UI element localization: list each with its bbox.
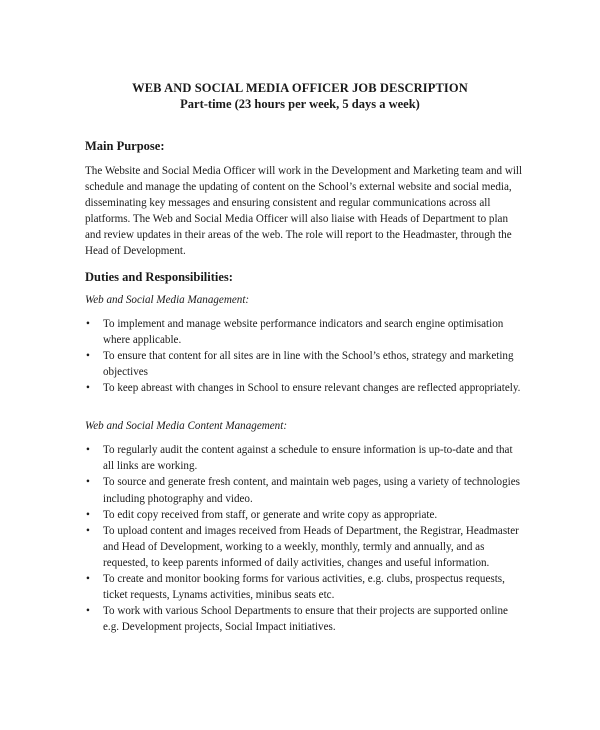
document-body xyxy=(85,138,525,635)
list-item: • To source and generate fresh content, and maintain web pages, using a variety of technologies including photography and video. xyxy=(86,476,520,505)
list-item: • To create and monitor booking forms for various activities, e.g. clubs, prospectus requests, ticket requests, Lynams activities, minibus seats etc. xyxy=(86,572,505,602)
duties-heading: Duties and Responsibilities: xyxy=(85,269,233,284)
bullet-list xyxy=(85,316,525,396)
section-heading: Web and Social Media Content Management: xyxy=(85,420,288,433)
main-purpose-text: The Website and Social Media Officer will work in the Development and Marketing team and will schedule and manage the updating of content on the School’s external website and social media, disseminating key messages and ensuring consistent and regular communications across all platforms. The Web and Social Media Officer will also liaise with Heads of Department to plan and review updates in their areas of the web. The role will report to the Headmaster, through the Head of Development. xyxy=(85,165,523,258)
list-item: • To ensure that content for all sites are in line with the School’s ethos, strategy and marketing objectives xyxy=(86,349,514,378)
list-item: • To upload content and images received from Heads of Department, the Registrar, Headmaster and Head of Development, working to a weekly, monthly, termly and annually, and as requested, to keep parents informed of daily activities, changes and useful information. xyxy=(86,524,519,569)
list-item: • To work with various School Departments to ensure that their projects are supported online e.g. Development projects, Social Impact initiatives. xyxy=(86,605,508,634)
bullet-icon: • xyxy=(86,382,90,395)
list-item: • To implement and manage website performance indicators and search engine optimisation where applicable. xyxy=(86,317,504,346)
list-item: • To edit copy received from staff, or generate and write copy as appropriate. xyxy=(85,507,525,523)
list-item: • To regularly audit the content against a schedule to ensure information is up-to-date and that all links are working. xyxy=(86,444,513,473)
bullet-icon: • xyxy=(86,317,90,330)
main-purpose-heading: Main Purpose: xyxy=(85,139,165,153)
document-subtitle: Part-time (23 hours per week, 5 days a week) xyxy=(180,97,420,111)
section-heading: Web and Social Media Management: xyxy=(85,293,250,306)
bullet-icon: • xyxy=(86,349,90,362)
document-title: WEB AND SOCIAL MEDIA OFFICER JOB DESCRIPTION xyxy=(132,81,468,95)
bullet-icon: • xyxy=(86,444,90,457)
bullet-icon: • xyxy=(86,476,90,489)
bullet-icon: • xyxy=(86,508,90,521)
bullet-icon: • xyxy=(86,605,90,618)
title-block xyxy=(0,80,600,113)
bullet-list xyxy=(85,442,525,635)
list-item: • To keep abreast with changes in School to ensure relevant changes are reflected appropriately. xyxy=(85,380,525,396)
bullet-icon: • xyxy=(86,524,90,537)
bullet-icon: • xyxy=(86,572,90,585)
